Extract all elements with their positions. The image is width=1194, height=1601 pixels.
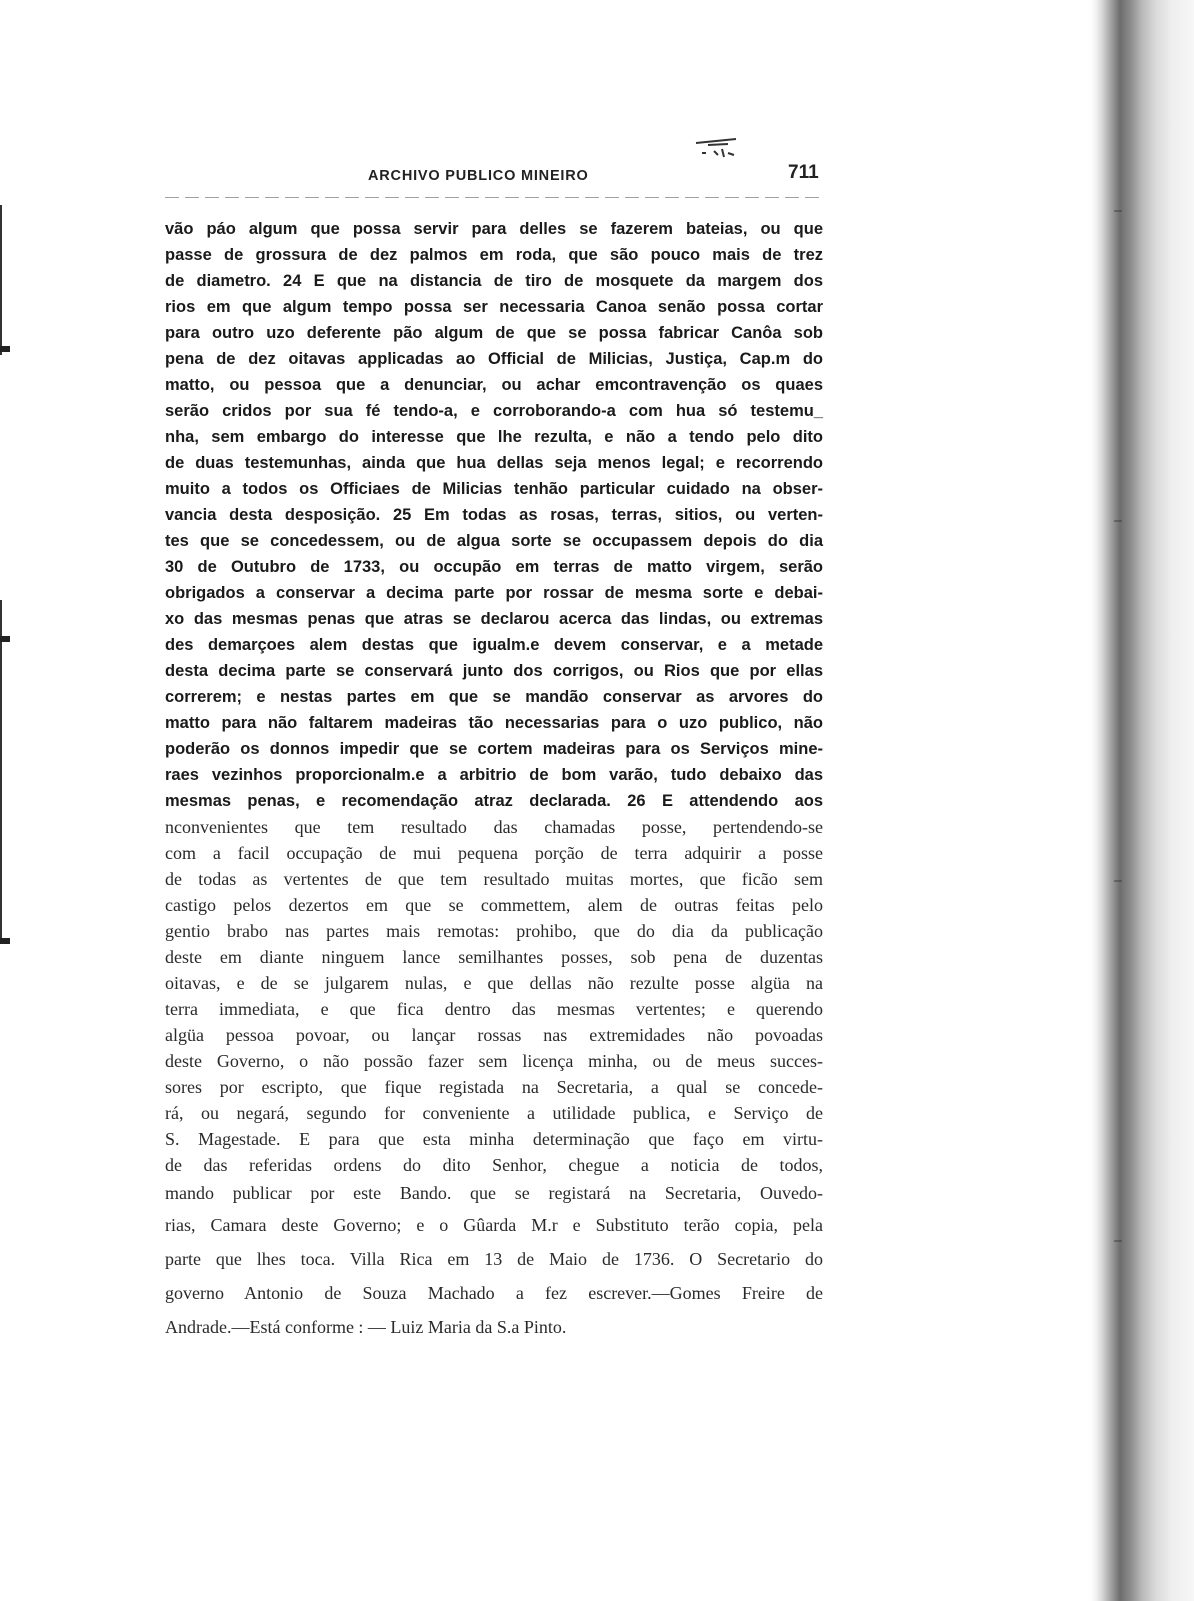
text-line: S. Magestade. E para que esta minha determinação que faço em virtu- [165, 1129, 823, 1149]
running-head: ARCHIVO PUBLICO MINEIRO [368, 168, 589, 184]
text-line: algüa pessoa povoar, ou lançar rossas nas extremidades não povoadas [165, 1025, 823, 1045]
page-header [368, 162, 838, 192]
text-line: castigo pelos dezertos em que se commettem, alem de outras feitas pelo [165, 895, 823, 915]
text-line: muito a todos os Officiaes de Milicias tenhão particular cuidado na obser- [165, 480, 823, 498]
text-line: xo das mesmas penas que atras se declarou acerca das lindas, ou extremas [165, 610, 823, 628]
scan-speck [1114, 520, 1122, 522]
text-line: correrem; e nestas partes em que se mandão conservar as arvores do [165, 688, 823, 706]
text-line: des demarçoes alem destas que igualm.e devem conservar, e a metade [165, 636, 823, 654]
text-line: desta decima parte se conservará junto dos corrigos, ou Rios que por ellas [165, 662, 823, 680]
text-line: de duas testemunhas, ainda que hua dellas seja menos legal; e recorrendo [165, 454, 823, 472]
text-line: passe de grossura de dez palmos em roda, que são pouco mais de trez [165, 246, 823, 264]
text-line: governo Antonio de Souza Machado a fez escrever.—Gomes Freire de [165, 1283, 823, 1303]
page-number: 711 [788, 162, 819, 183]
scan-edge-shadow [1090, 0, 1194, 1601]
text-line: nconvenientes que tem resultado das chamadas posse, pertendendo-se [165, 817, 823, 837]
text-line: mesmas penas, e recomendação atraz declarada. 26 E attendendo aos [165, 792, 823, 810]
text-line: de das referidas ordens do dito Senhor, chegue a noticia de todos, [165, 1155, 823, 1175]
margin-rule [0, 205, 2, 355]
text-line: nha, sem embargo do interesse que lhe rezulta, e não a tendo pelo dito [165, 428, 823, 446]
text-line: Andrade.—Está conforme : — Luiz Maria da S.a Pinto. [165, 1317, 567, 1337]
scan-speck [1114, 880, 1122, 882]
text-line: rias, Camara deste Governo; e o Gûarda M.r e Substituto terão copia, pela [165, 1215, 823, 1235]
margin-rule [0, 600, 2, 940]
text-line: para outro uzo deferente pão algum de que se possa fabricar Canôa sob [165, 324, 823, 342]
text-line: matto para não faltarem madeiras tão necessarias para o uzo publico, não [165, 714, 823, 732]
text-line: tes que se concedessem, ou de algua sorte se occupassem depois do dia [165, 532, 823, 550]
text-line: deste em diante ninguem lance semilhantes posses, sob pena de duzentas [165, 947, 823, 967]
text-line: mando publicar por este Bando. que se registará na Secretaria, Ouvedo- [165, 1183, 823, 1203]
text-line: com a facil occupação de mui pequena porção de terra adquirir a posse [165, 843, 823, 863]
text-line: rá, ou negará, segundo for conveniente a utilidade publica, e Serviço de [165, 1103, 823, 1123]
scan-speck [1114, 210, 1122, 212]
text-line: vancia desta desposição. 25 Em todas as rosas, terras, sitios, ou verten- [165, 506, 823, 524]
ink-mark-icon [688, 133, 746, 163]
text-line: poderão os donnos impedir que se cortem madeiras para os Serviços mine- [165, 740, 823, 758]
header-rule [165, 197, 823, 198]
text-line: terra immediata, e que fica dentro das mesmas vertentes; e querendo [165, 999, 823, 1019]
text-line: matto, ou pessoa que a denunciar, ou achar emcontravenção os quaes [165, 376, 823, 394]
text-line: oitavas, e de se julgarem nulas, e que dellas não rezulte posse algüa na [165, 973, 823, 993]
text-line: de diametro. 24 E que na distancia de tiro de mosquete da margem dos [165, 272, 823, 290]
text-line: raes vezinhos proporcionalm.e a arbitrio de bom varão, tudo debaixo das [165, 766, 823, 784]
margin-mark [0, 938, 10, 944]
body-text [165, 216, 823, 1344]
text-line: gentio brabo nas partes mais remotas: prohibo, que do dia da publicação [165, 921, 823, 941]
text-line: parte que lhes toca. Villa Rica em 13 de Maio de 1736. O Secretario do [165, 1249, 823, 1269]
scan-speck [1114, 1240, 1122, 1242]
text-line: deste Governo, o não possão fazer sem licença minha, ou de meus succes- [165, 1051, 823, 1071]
text-line: obrigados a conservar a decima parte por rossar de mesma sorte e debai- [165, 584, 823, 602]
margin-mark [0, 346, 10, 352]
text-line: rios em que algum tempo possa ser necessaria Canoa senão possa cortar [165, 298, 823, 316]
text-line: de todas as vertentes de que tem resultado muitas mortes, que ficão sem [165, 869, 823, 889]
text-line: 30 de Outubro de 1733, ou occupão em terras de matto virgem, serão [165, 558, 823, 576]
text-line: pena de dez oitavas applicadas ao Official de Milicias, Justiça, Cap.m do [165, 350, 823, 368]
text-line: serão cridos por sua fé tendo-a, e corroborando-a com hua só testemu_ [165, 402, 823, 420]
margin-mark [0, 636, 10, 642]
text-line: sores por escripto, que fique registada na Secretaria, a qual se concede- [165, 1077, 823, 1097]
text-line: vão páo algum que possa servir para delles se fazerem bateias, ou que [165, 220, 823, 238]
